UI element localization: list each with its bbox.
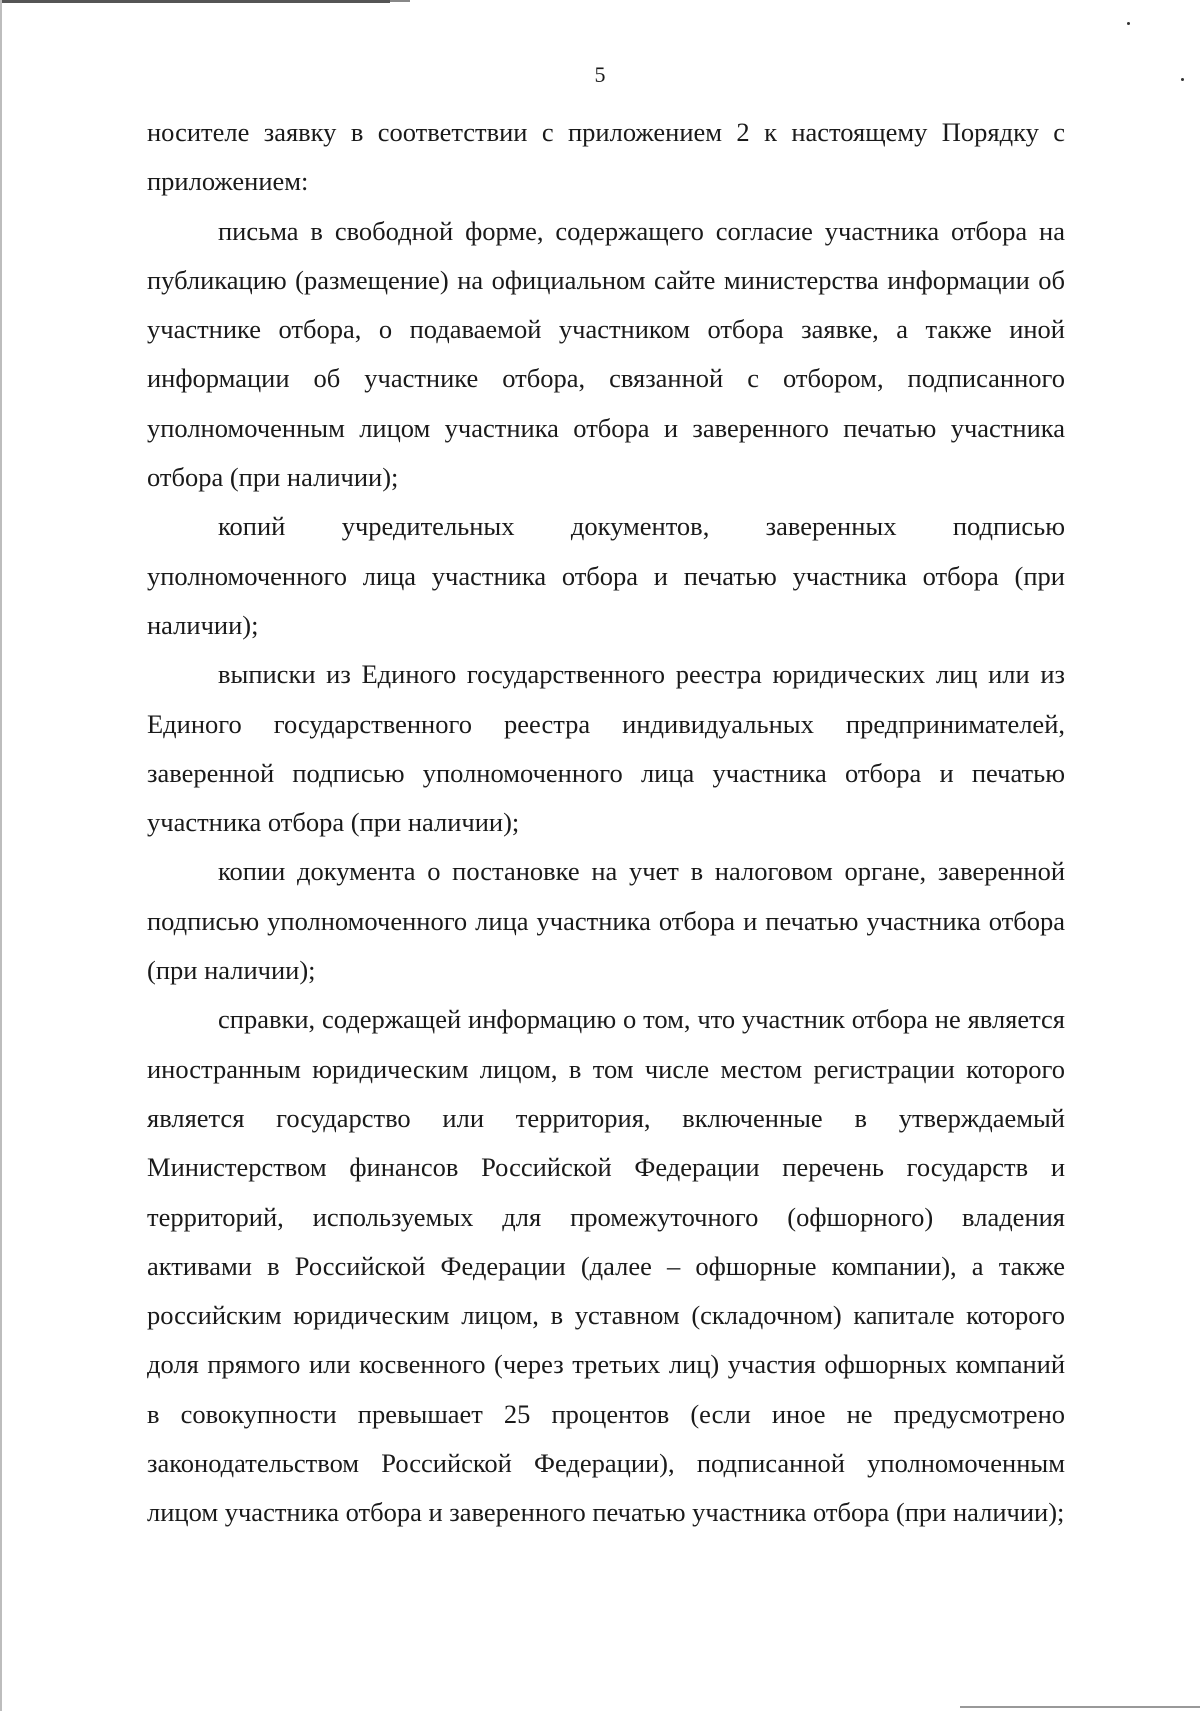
page-number: 5 [594, 62, 606, 87]
paragraph-tax-registration: копии документа о постановке на учет в налоговом органе, заверенной подписью уполномоченного лица участника отбора и печатью участника отбора (при наличии); [147, 856, 1065, 986]
paragraph-continuation: носителе заявку в соответствии с приложением 2 к настоящему Порядку с приложением: [147, 117, 1065, 197]
scan-edge-bottom-line [960, 1706, 1200, 1708]
paragraph-founding-documents: копий учредительных документов, заверенных подписью уполномоченного лица участника отбора и печатью участника отбора (при наличии); [147, 511, 1065, 640]
paragraph-consent-letter: письма в свободной форме, содержащего согласие участника отбора на публикацию (размещение) на официальном сайте министерства информации об участнике отбора, о подаваемой участником отбора заявке, а также иной информации об участнике отбора, связанной с отбором, подписанного уполномоченным лицом участника отбора и заверенного печатью участника отбора (при наличии); [147, 215, 1065, 493]
scan-speck [1127, 22, 1130, 25]
paragraph-offshore-certificate: справки, содержащей информацию о том, что участник отбора не является иностранным юридическим лицом, в том числе местом регистрации которого является государство или территория, включенные в утверждаемый Министерством финансов Российской Федерации перечень государств и территорий, используемых для промежуточного (офшорного) владения активами в Российской Федерации (далее – офшорные компании), а также российским юридическим лицом, в уставном (складочном) капитале которого доля прямого или косвенного (через третьих лиц) участия офшорных компаний в совокупности превышает 25 процентов (если иное не предусмотрено законодательством Российской Федерации), подписанной уполномоченным лицом участника отбора и заверенного печатью участника отбора (при наличии); [147, 1004, 1065, 1528]
scan-edge-top-line [0, 0, 390, 3]
scan-edge-top-line-fragment [390, 0, 410, 2]
document-body [147, 108, 1065, 1538]
scan-edge-left [0, 0, 2, 1711]
paragraph-registry-extract: выписки из Единого государственного реестра юридических лиц или из Единого государственного реестра индивидуальных предпринимателей, заверенной подписью уполномоченного лица участника отбора и печатью участника отбора (при наличии); [147, 659, 1065, 838]
